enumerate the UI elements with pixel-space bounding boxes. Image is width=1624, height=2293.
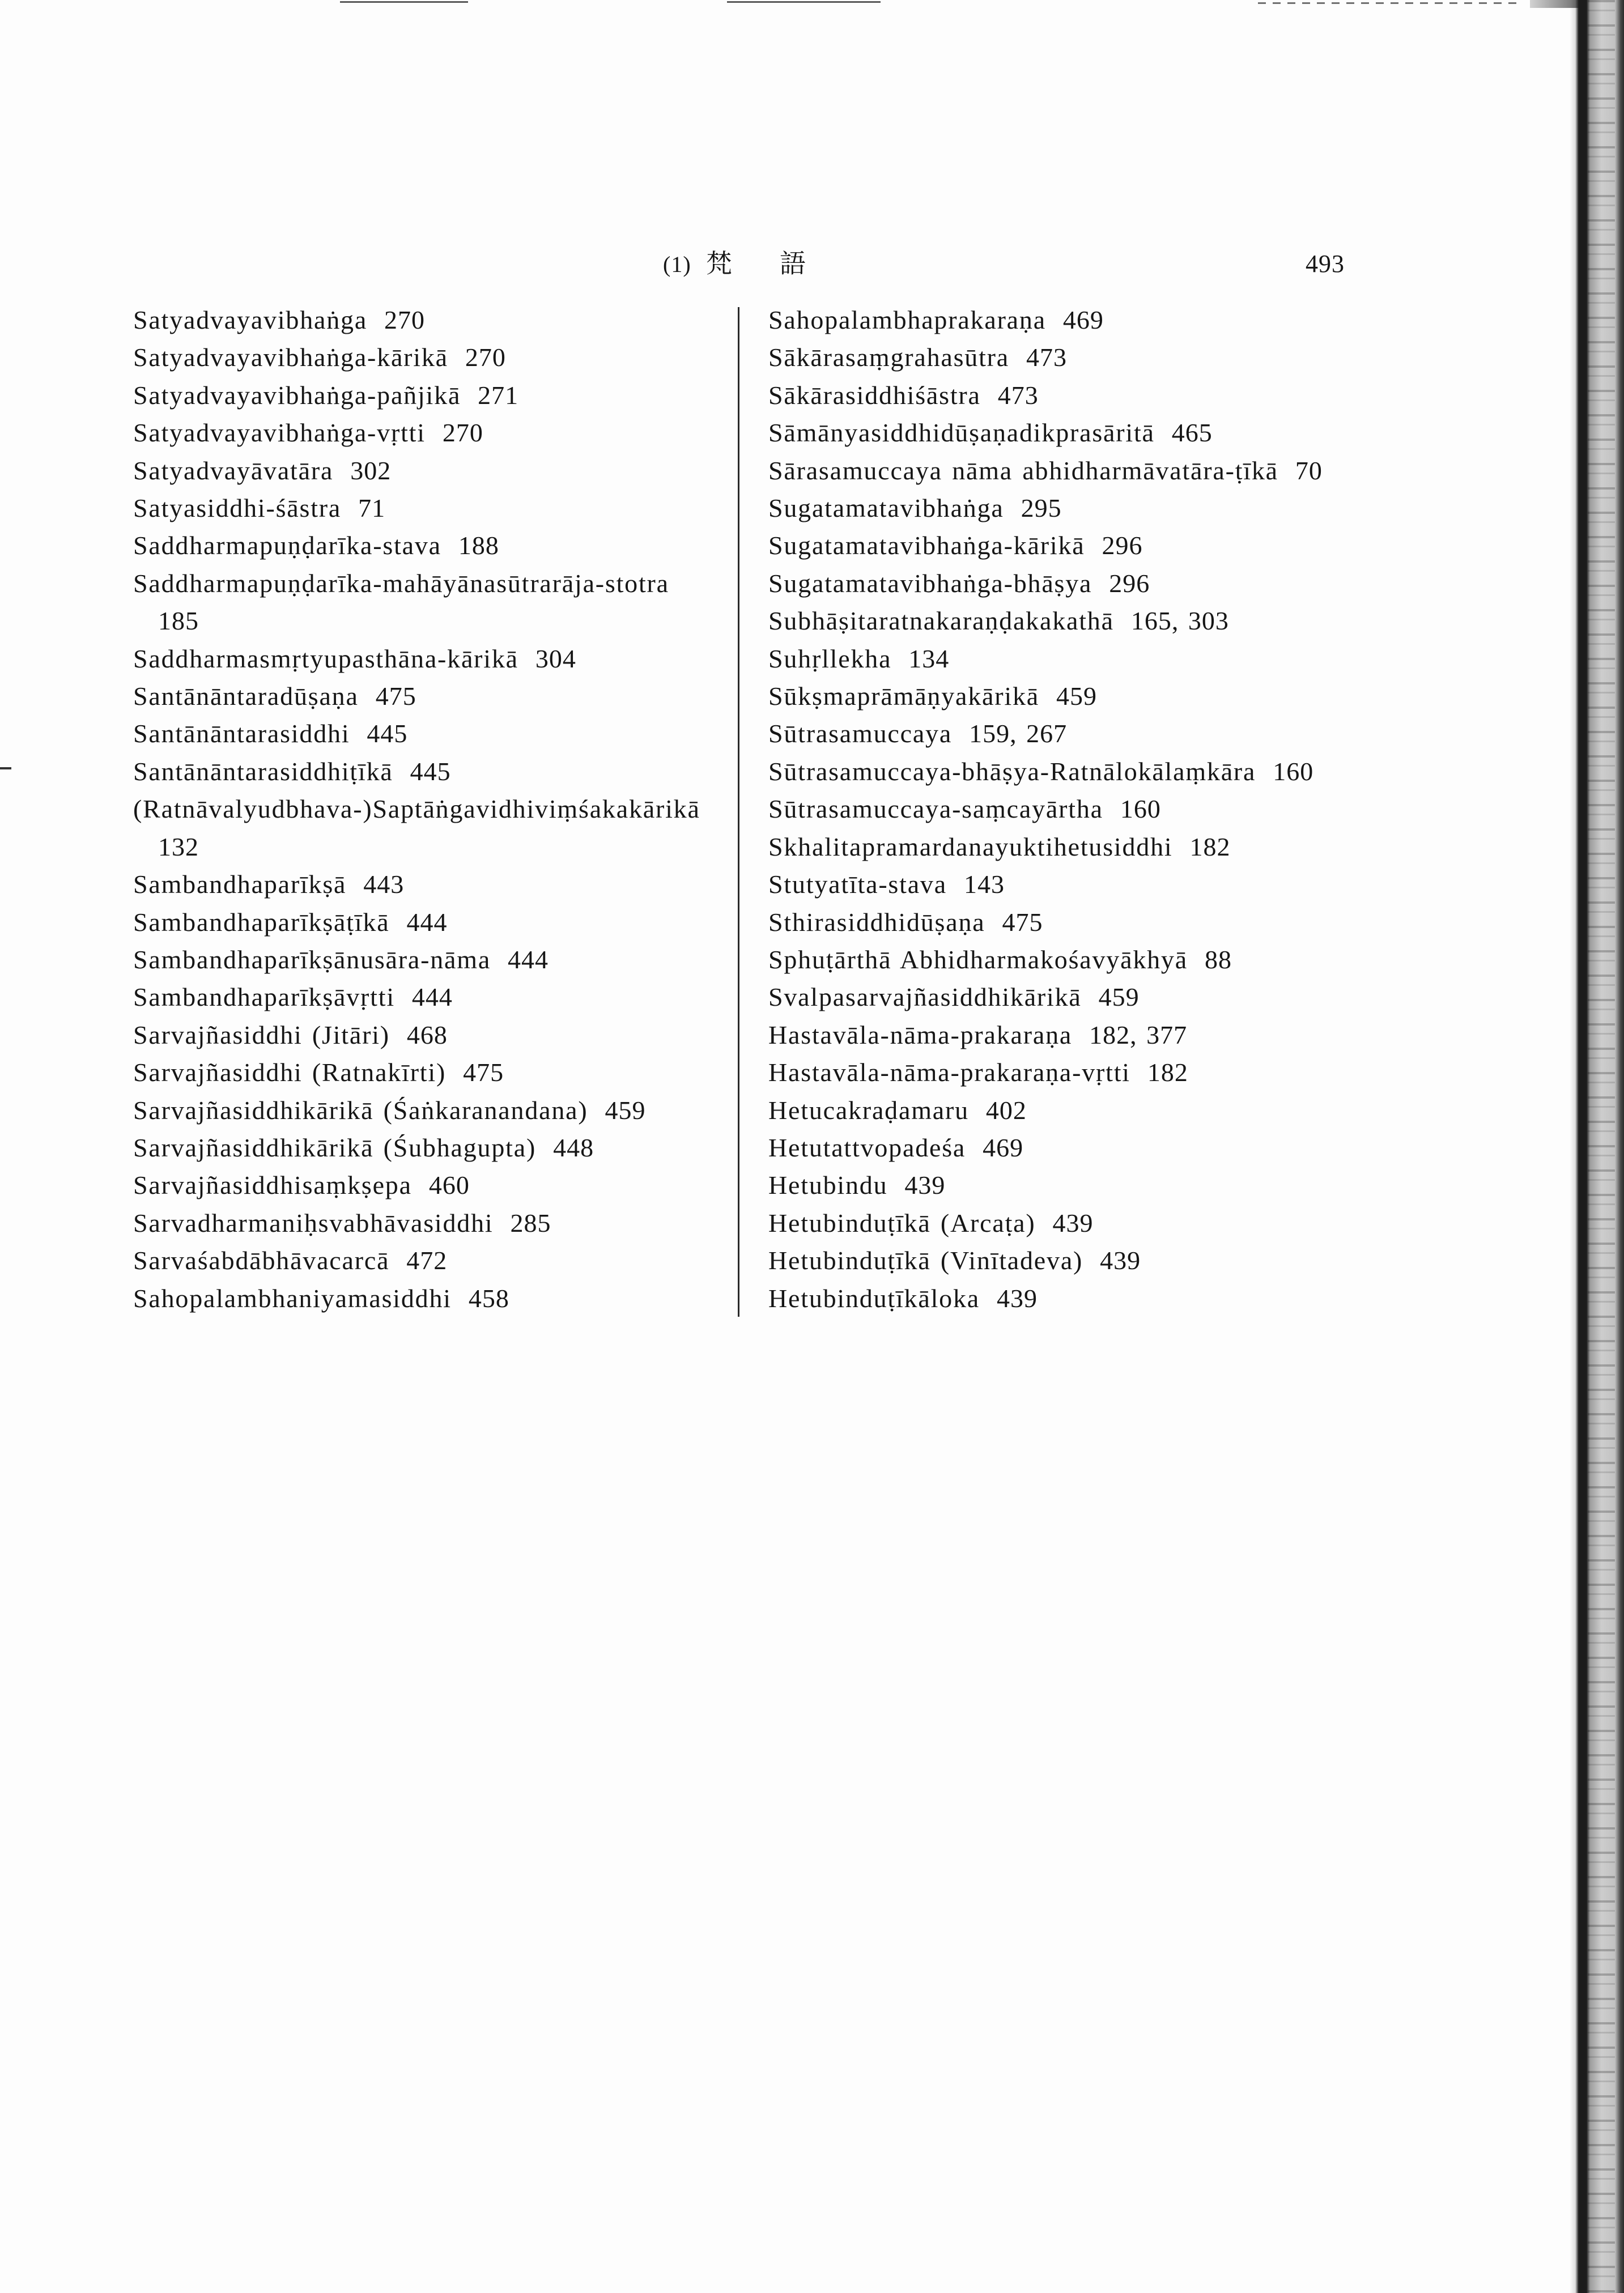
entry-term: Hetucakraḍamaru	[768, 1095, 969, 1125]
entry-page-refs: 270	[442, 418, 483, 448]
entry-page-refs: 439	[1052, 1208, 1094, 1237]
entry-term: Hetubinduṭīkā (Vinītadeva)	[768, 1246, 1083, 1275]
index-entry	[133, 301, 728, 339]
entry-term: Sarvajñasiddhikārikā (Śubhagupta)	[133, 1133, 537, 1162]
entry-term: Skhalitapramardanayuktihetusiddhi	[768, 832, 1173, 861]
entry-term: Satyadvayavibhaṅga	[133, 305, 368, 334]
entry-page-refs: 445	[367, 719, 408, 748]
entry-term: Sambandhaparīkṣāvṛtti	[133, 982, 395, 1012]
entry-page-refs: 439	[1100, 1246, 1141, 1275]
entry-term: Sphuṭārthā Abhidharmakośavyākhyā	[768, 945, 1188, 974]
index-entry	[768, 490, 1550, 527]
entry-page-refs: 296	[1102, 531, 1143, 560]
index-entry	[768, 377, 1550, 414]
entry-page-refs: 444	[411, 982, 453, 1012]
entry-page-refs: 285	[510, 1208, 551, 1237]
entry-term: Hetubinduṭīkāloka	[768, 1283, 980, 1313]
entry-page-refs: 458	[468, 1283, 509, 1313]
index-entry	[133, 941, 728, 979]
index-entry	[133, 904, 728, 941]
entry-page-refs: 270	[465, 343, 506, 372]
entry-page-refs: 159, 267	[969, 719, 1068, 748]
entry-term: Saddharmasmṛtyupasthāna-kārikā	[133, 644, 518, 673]
entry-term: Sarvajñasiddhisaṃkṣepa	[133, 1171, 412, 1200]
index-entry	[768, 941, 1550, 979]
index-entry	[768, 1054, 1550, 1091]
entry-term: Hetubindu	[768, 1171, 888, 1200]
entry-page-refs: 134	[908, 644, 950, 673]
index-entry	[133, 490, 728, 527]
index-entry	[133, 1167, 728, 1204]
entry-page-refs: 182	[1189, 832, 1231, 861]
index-entry	[133, 753, 728, 790]
entry-page-refs: 182	[1147, 1058, 1188, 1087]
entry-term: Sārasamuccaya nāma abhidharmāvatāra-ṭīkā	[768, 456, 1278, 485]
index-entry	[768, 979, 1550, 1016]
entry-page-refs: 271	[478, 380, 519, 410]
scan-mark-left-edge	[0, 767, 11, 769]
entry-term: Satyasiddhi-śāstra	[133, 494, 342, 523]
entry-page-refs: 473	[1026, 343, 1068, 372]
entry-page-refs: 302	[350, 456, 392, 485]
entry-term: Santānāntaradūṣaṇa	[133, 682, 359, 711]
entry-page-refs: 160	[1273, 756, 1314, 786]
entry-page-refs: 132	[158, 832, 199, 861]
index-entry	[133, 527, 728, 564]
entry-page-refs: 143	[963, 870, 1005, 899]
entry-term: Saddharmapuṇḍarīka-stava	[133, 531, 441, 560]
entry-page-refs: 295	[1021, 494, 1062, 523]
entry-term: Hastavāla-nāma-prakaraṇa	[768, 1020, 1073, 1049]
entry-page-refs: 472	[406, 1246, 448, 1275]
index-entry	[133, 715, 728, 752]
entry-term: Svalpasarvajñasiddhikārikā	[768, 982, 1082, 1012]
entry-term: Sarvajñasiddhi (Ratnakīrti)	[133, 1058, 447, 1087]
index-entry	[133, 1242, 728, 1279]
entry-term: Hetubinduṭīkā (Arcaṭa)	[768, 1208, 1036, 1237]
entry-page-refs: 88	[1204, 945, 1232, 974]
entry-page-refs: 71	[358, 494, 386, 523]
index-entry	[768, 1092, 1550, 1129]
entry-term: Sarvajñasiddhikārikā (Śaṅkaranandana)	[133, 1095, 588, 1125]
entry-term: Satyadvayāvatāra	[133, 456, 334, 485]
index-entry	[768, 1016, 1550, 1054]
entry-term: Satyadvayavibhaṅga-pañjikā	[133, 380, 461, 410]
entry-term: Sūtrasamuccaya-saṃcayārtha	[768, 794, 1103, 824]
index-entry	[133, 414, 728, 452]
entry-page-refs: 469	[983, 1133, 1024, 1162]
entry-page-refs: 443	[363, 870, 405, 899]
entry-term: Sāmānyasiddhidūṣaṇadikprasāritā	[768, 418, 1155, 448]
entry-page-refs: 439	[904, 1171, 946, 1200]
entry-term: Sambandhaparīkṣāṭīkā	[133, 907, 390, 937]
entry-page-refs: 165, 303	[1130, 606, 1229, 636]
entry-term: Hetutattvopadeśa	[768, 1133, 966, 1162]
index-column-right	[768, 301, 1550, 1317]
entry-term: Santānāntarasiddhi	[133, 719, 350, 748]
entry-page-refs: 304	[535, 644, 576, 673]
entry-term: Sambandhaparīkṣānusāra-nāma	[133, 945, 491, 974]
entry-page-refs: 475	[1002, 907, 1043, 937]
entry-page-refs: 460	[428, 1171, 470, 1200]
index-entry	[768, 452, 1550, 490]
index-entry	[768, 565, 1550, 602]
index-entry	[133, 790, 728, 866]
index-entry	[133, 979, 728, 1016]
index-entry	[768, 715, 1550, 752]
entry-page-refs: 459	[1098, 982, 1140, 1012]
entry-page-refs: 188	[458, 531, 499, 560]
index-entry	[133, 1280, 728, 1317]
entry-term: Sambandhaparīkṣā	[133, 870, 347, 899]
entry-page-refs: 439	[996, 1283, 1038, 1313]
index-entry	[768, 753, 1550, 790]
page-number: 493	[1306, 250, 1345, 278]
entry-term: Sūtrasamuccaya	[768, 719, 953, 748]
index-entry	[133, 1129, 728, 1167]
scan-mark-top-center	[727, 1, 881, 3]
section-number: (1)	[663, 252, 691, 277]
entry-term: Sarvadharmaniḥsvabhāvasiddhi	[133, 1208, 494, 1237]
entry-term: Saddharmapuṇḍarīka-mahāyānasūtrarāja-stotra	[133, 568, 669, 598]
entry-term: Stutyatīta-stava	[768, 870, 947, 899]
entry-term: Subhāṣitaratnakaraṇḍakakathā	[768, 606, 1114, 636]
entry-term: Hastavāla-nāma-prakaraṇa-vṛtti	[768, 1058, 1130, 1087]
index-entry	[768, 301, 1550, 339]
index-entry	[768, 640, 1550, 678]
index-entry	[133, 678, 728, 715]
entry-term: Sugatamatavibhaṅga-bhāṣya	[768, 568, 1092, 598]
index-entry	[768, 414, 1550, 452]
entry-term: Sahopalambhaprakaraṇa	[768, 305, 1046, 334]
entry-term: Santānāntarasiddhiṭīkā	[133, 756, 393, 786]
entry-page-refs: 270	[384, 305, 426, 334]
entry-page-refs: 469	[1062, 305, 1104, 334]
index-entry	[768, 339, 1550, 376]
entry-page-refs: 459	[1056, 682, 1097, 711]
entry-term: Sthirasiddhidūṣaṇa	[768, 907, 985, 937]
entry-term: Satyadvayavibhaṅga-vṛtti	[133, 418, 426, 448]
index-entry	[133, 452, 728, 490]
index-entry	[768, 527, 1550, 564]
entry-page-refs: 473	[997, 380, 1039, 410]
entry-term: Sugatamatavibhaṅga-kārikā	[768, 531, 1085, 560]
index-entry	[133, 339, 728, 376]
index-entry	[133, 1054, 728, 1091]
index-entry	[133, 377, 728, 414]
section-title-char: 語	[780, 248, 806, 279]
entry-term: Sarvajñasiddhi (Jitāri)	[133, 1020, 390, 1049]
entry-page-refs: 160	[1120, 794, 1161, 824]
index-entry	[768, 602, 1550, 640]
entry-page-refs: 468	[406, 1020, 448, 1049]
index-column-left	[133, 301, 728, 1317]
entry-page-refs: 444	[508, 945, 549, 974]
binding-shadow-texture	[1588, 0, 1615, 2293]
index-entry	[133, 640, 728, 678]
index-entry	[133, 1016, 728, 1054]
entry-term: Sākārasaṃgrahasūtra	[768, 343, 1010, 372]
entry-term: Sākārasiddhiśāstra	[768, 380, 981, 410]
entry-page-refs: 182, 377	[1089, 1020, 1188, 1049]
entry-page-refs: 448	[553, 1133, 594, 1162]
index-entry	[768, 678, 1550, 715]
entry-page-refs: 475	[375, 682, 416, 711]
index-entry	[133, 565, 728, 640]
index-entry	[768, 828, 1550, 866]
entry-page-refs: 459	[605, 1095, 646, 1125]
entry-term: Sahopalambhaniyamasiddhi	[133, 1283, 452, 1313]
entry-term: Sugatamatavibhaṅga	[768, 494, 1004, 523]
index-entry	[133, 1092, 728, 1129]
scan-mark-top-left	[340, 1, 468, 3]
entry-term: Satyadvayavibhaṅga-kārikā	[133, 343, 448, 372]
scan-mark-top-dashed	[1258, 2, 1519, 4]
entry-page-refs: 70	[1295, 456, 1323, 485]
entry-term: Sūtrasamuccaya-bhāṣya-Ratnālokālaṃkāra	[768, 756, 1256, 786]
index-entry	[768, 790, 1550, 828]
entry-page-refs: 402	[985, 1095, 1027, 1125]
entry-page-refs: 185	[158, 606, 199, 636]
index-entry	[768, 1280, 1550, 1317]
entry-page-refs: 475	[463, 1058, 504, 1087]
column-divider	[738, 307, 739, 1317]
entry-page-refs: 465	[1171, 418, 1213, 448]
entry-page-refs: 296	[1109, 568, 1150, 598]
index-entry	[768, 1167, 1550, 1204]
entry-term: Suhṛllekha	[768, 644, 892, 673]
index-entry	[768, 1205, 1550, 1242]
entry-page-refs: 444	[406, 907, 448, 937]
entry-term: Sūkṣmaprāmāṇyakārikā	[768, 682, 1039, 711]
section-title-char: 梵	[706, 248, 732, 279]
index-entry	[133, 866, 728, 903]
index-entry	[768, 1242, 1550, 1279]
entry-term: Sarvaśabdābhāvacarcā	[133, 1246, 390, 1275]
index-entry	[768, 904, 1550, 941]
index-entry	[768, 1129, 1550, 1167]
index-entry	[768, 866, 1550, 903]
entry-page-refs: 445	[410, 756, 451, 786]
index-entry	[133, 1205, 728, 1242]
entry-term: (Ratnāvalyudbhava-)Saptāṅgavidhiviṃśakakārikā	[133, 794, 700, 824]
